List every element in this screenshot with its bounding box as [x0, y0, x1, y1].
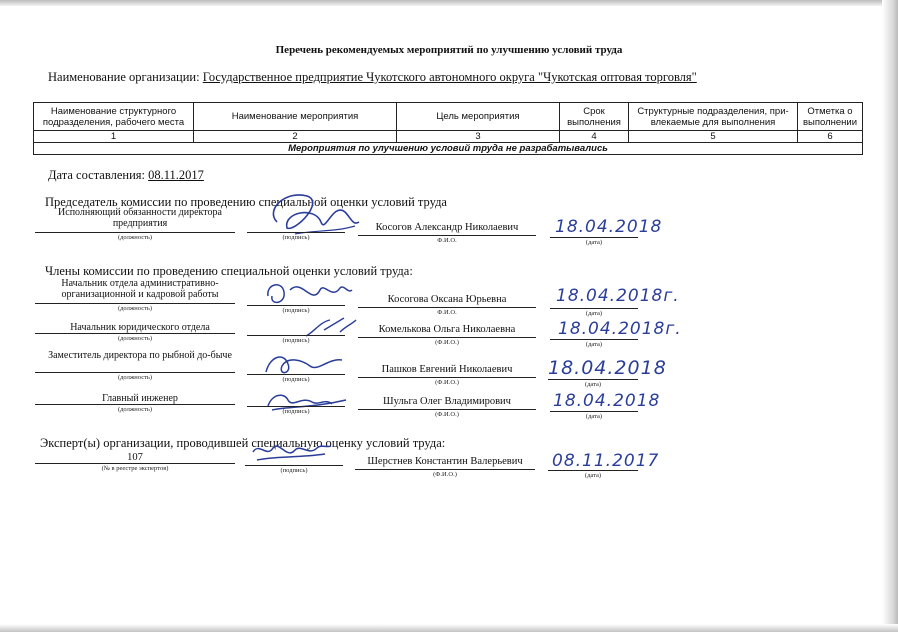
table-number-row — [34, 131, 863, 143]
chairman-signature-line — [247, 232, 345, 233]
member-name-caption: (Ф.И.О.) — [435, 339, 459, 346]
member-date-line — [550, 308, 638, 309]
member-name-line — [358, 377, 536, 378]
chairman-date-line — [550, 237, 638, 238]
expert-signature-caption: (подпись) — [280, 467, 308, 474]
chairman-position: Исполняющий обязанности директора предприятия — [58, 207, 222, 229]
member-date-caption: (дата) — [585, 310, 603, 317]
member-signature-line — [247, 406, 345, 407]
scan-edge-bottom — [0, 624, 898, 632]
expert-name-caption: (Ф.И.О.) — [433, 471, 457, 478]
table-number-cell: 6 — [798, 131, 863, 143]
table-note-row — [34, 143, 863, 155]
expert-registry-number: 107 — [127, 452, 143, 463]
member-signature-line — [247, 374, 345, 375]
member-name: Шульга Олег Владимирович — [383, 396, 511, 407]
expert-date-handwritten: 08.11.2017 — [552, 451, 660, 471]
member-position-caption: (должность) — [117, 406, 153, 413]
member-date-handwritten: 18.04.2018 — [553, 391, 661, 411]
expert-registry-line — [35, 463, 235, 464]
chairman-position-line — [35, 232, 235, 233]
member-signature-caption: (подпись) — [282, 337, 310, 344]
measures-table — [33, 102, 863, 155]
expert-date-line — [548, 470, 638, 471]
table-header-cell: Наименование мероприятия — [194, 103, 397, 131]
expert-name-line — [355, 469, 535, 470]
member-signature-line — [247, 335, 345, 336]
table-note-cell: Мероприятия по улучшению условий труда не разрабатывались — [34, 143, 863, 155]
table-number-cell: 2 — [194, 131, 397, 143]
table-header-cell: Цель мероприятия — [397, 103, 560, 131]
member-position-line — [35, 333, 235, 334]
member-position-line — [35, 372, 235, 373]
compiled-date-line — [48, 168, 204, 183]
table-header-cell: Срок выполнения — [560, 103, 629, 131]
expert-name: Шерстнев Константин Валерьевич — [367, 456, 523, 467]
member-position-line — [35, 404, 235, 405]
members-section-title: Члены комиссии по проведению специальной оценки условий труда: — [45, 264, 413, 278]
member-date-caption: (дата) — [584, 381, 602, 388]
document-title: Перечень рекомендуемых мероприятий по улучшению условий труда — [275, 44, 623, 56]
member-position: Начальник отдела административно-организационной и кадровой работы — [61, 278, 219, 300]
member-name: Косогова Оксана Юрьевна — [387, 294, 507, 305]
chairman-name: Косогов Александр Николаевич — [375, 222, 519, 233]
member-name: Пашков Евгений Николаевич — [381, 364, 513, 375]
scan-edge-top — [0, 0, 898, 6]
member-date-line — [550, 411, 638, 412]
member-name-caption: Ф.И.О. — [437, 309, 457, 316]
member-position-caption: (должность) — [117, 374, 153, 381]
organization-value: Государственное предприятие Чукотского автономного округа "Чукотская оптовая торговля" — [202, 70, 697, 84]
compiled-date-label: Дата составления: — [48, 168, 145, 182]
member-name-caption: (Ф.И.О.) — [435, 411, 459, 418]
table-number-cell: 3 — [397, 131, 560, 143]
member-date-line — [548, 379, 638, 380]
member-name: Комелькова Ольга Николаевна — [378, 324, 516, 335]
chairman-signature-caption: (подпись) — [282, 234, 310, 241]
chairman-position-caption: (должность) — [117, 234, 153, 241]
table-number-cell: 1 — [34, 131, 194, 143]
table-header-row — [34, 103, 863, 131]
organization-label: Наименование организации: — [48, 70, 200, 84]
chairman-name-line — [358, 235, 536, 236]
table-header-cell: Наименование структурного подразделения, рабочего места — [34, 103, 194, 131]
member-date-line — [550, 339, 638, 340]
expert-section-title: Эксперт(ы) организации, проводившей специальную оценку условий труда: — [40, 436, 446, 450]
member-date-caption: (дата) — [585, 413, 603, 420]
member-position: Заместитель директора по рыбной до-быче — [48, 350, 232, 361]
member-signature-caption: (подпись) — [282, 408, 310, 415]
member-signature-caption: (подпись) — [282, 376, 310, 383]
member-position-caption: (должность) — [117, 335, 153, 342]
table-header-cell: Отметка о выполнении — [798, 103, 863, 131]
member-signature-line — [247, 305, 345, 306]
expert-registry-caption: (№ в реестре экспертов) — [101, 465, 169, 472]
member-date-handwritten: 18.04.2018 — [548, 357, 667, 379]
scan-edge-right — [882, 0, 898, 632]
member-position-caption: (должность) — [117, 305, 153, 312]
table-number-cell: 5 — [629, 131, 798, 143]
member-date-handwritten: 18.04.2018г. — [558, 319, 682, 339]
member-name-line — [358, 409, 536, 410]
member-position: Главный инженер — [102, 393, 178, 404]
chairman-section-title: Председатель комиссии по проведению специальной оценки условий труда — [45, 195, 447, 209]
organization-line — [48, 70, 697, 85]
member-date-handwritten: 18.04.2018г. — [556, 286, 680, 306]
expert-signature-line — [245, 465, 343, 466]
member-name-line — [358, 307, 536, 308]
member-position-line — [35, 303, 235, 304]
member-date-caption: (дата) — [585, 341, 603, 348]
expert-date-caption: (дата) — [584, 472, 602, 479]
expert-signature — [245, 438, 335, 468]
chairman-date-caption: (дата) — [585, 239, 603, 246]
chairman-date-handwritten: 18.04.2018 — [555, 217, 663, 237]
member-name-caption: (Ф.И.О.) — [435, 379, 459, 386]
member-signature-caption: (подпись) — [282, 307, 310, 314]
table-number-cell: 4 — [560, 131, 629, 143]
chairman-name-caption: Ф.И.О. — [437, 237, 457, 244]
table-header-cell: Структурные подразделения, при-влекаемые для выполнения — [629, 103, 798, 131]
member-position: Начальник юридического отдела — [70, 322, 210, 333]
member-name-line — [358, 337, 536, 338]
compiled-date-value: 08.11.2017 — [148, 168, 204, 182]
